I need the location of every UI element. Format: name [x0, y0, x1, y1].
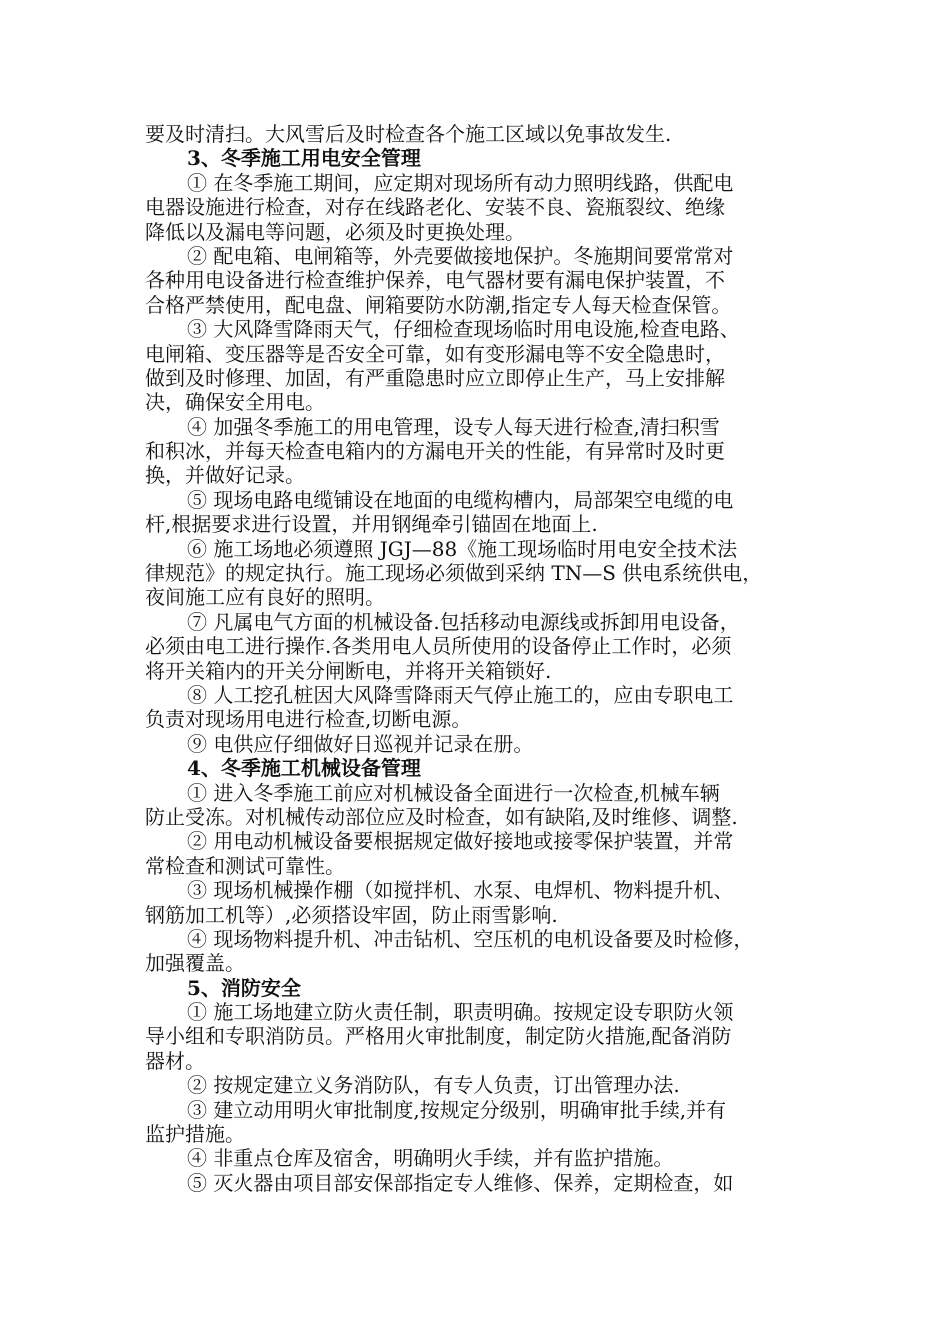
paragraph-line: 降低以及漏电等问题，必须及时更换处理。 — [145, 219, 525, 244]
paragraph-line: 律规范》的规定执行。施工现场必须做到采纳 TN—S 供电系统供电， — [145, 561, 763, 586]
paragraph-line: 钢筋加工机等）,必须搭设牢固，防止雨雪影响. — [145, 902, 558, 927]
paragraph-line: 各种用电设备进行检查维护保养，电气器材要有漏电保护装置，不 — [145, 268, 725, 293]
paragraph-line: 电器设施进行检查，对存在线路老化、安装不良、瓷瓶裂纹、绝缘 — [145, 195, 725, 220]
paragraph-line: ⑦ 凡属电气方面的机械设备.包括移动电源线或拆卸用电设备， — [187, 609, 740, 634]
paragraph-line: ⑤ 灭火器由项目部安保部指定专人维修、保养，定期检查，如 — [187, 1170, 734, 1195]
paragraph-line: 监护措施。 — [145, 1122, 245, 1147]
paragraph-line: 做到及时修理、加固，有严重隐患时应立即停止生产，马上安排解 — [145, 365, 725, 390]
paragraph-line: ① 在冬季施工期间，应定期对现场所有动力照明线路，供配电 — [187, 170, 734, 195]
paragraph-line: 合格严禁使用，配电盘、闸箱要防水防潮,指定专人每天检查保管。 — [145, 292, 732, 317]
paragraph-line: 夜间施工应有良好的照明。 — [145, 585, 385, 610]
section-heading: 4、冬季施工机械设备管理 — [187, 756, 421, 781]
paragraph-line: 换，并做好记录。 — [145, 463, 305, 488]
paragraph-line: 将开关箱内的开关分闸断电，并将开关箱锁好. — [145, 658, 552, 683]
paragraph-line: 器材。 — [145, 1048, 205, 1073]
paragraph-line: 和积冰，并每天检查电箱内的方漏电开关的性能，有异常时及时更 — [145, 439, 725, 464]
paragraph-line: 决，确保安全用电。 — [145, 390, 325, 415]
paragraph-line: ④ 加强冬季施工的用电管理，设专人每天进行检查,清扫积雪 — [187, 414, 720, 439]
paragraph-line: ⑥ 施工场地必须遵照 JGJ—88《施工现场临时用电安全技术法 — [187, 536, 738, 561]
paragraph-line: 要及时清扫。大风雪后及时检查各个施工区域以免事故发生. — [145, 122, 672, 146]
paragraph-line: ③ 大风降雪降雨天气，仔细检查现场临时用电设施,检查电路、 — [187, 317, 740, 342]
paragraph-line: 常检查和测试可靠性。 — [145, 853, 345, 878]
paragraph-line: ④ 现场物料提升机、冲击钻机、空压机的电机设备要及时检修， — [187, 926, 754, 951]
paragraph-line: 加强覆盖。 — [145, 951, 245, 976]
paragraph-line: ⑤ 现场电路电缆铺设在地面的电缆构槽内，局部架空电缆的电 — [187, 487, 734, 512]
paragraph-line: ⑧ 人工挖孔桩因大风降雪降雨天气停止施工的，应由专职电工 — [187, 682, 734, 707]
paragraph-line: 导小组和专职消防员。严格用火审批制度，制定防火措施,配备消防 — [145, 1024, 732, 1049]
document-body — [145, 122, 817, 1195]
paragraph-line: ② 用电动机械设备要根据规定做好接地或接零保护装置，并常 — [187, 829, 734, 854]
section-heading: 5、消防安全 — [187, 975, 301, 1000]
paragraph-line: ③ 建立动用明火审批制度,按规定分级别，明确审批手续,并有 — [187, 1097, 727, 1122]
paragraph-line: ① 施工场地建立防火责任制，职责明确。按规定设专职防火领 — [187, 1000, 734, 1025]
paragraph-line: ④ 非重点仓库及宿舍，明确明火手续，并有监护措施。 — [187, 1146, 674, 1171]
paragraph-line: ① 进入冬季施工前应对机械设备全面进行一次检查,机械车辆 — [187, 780, 720, 805]
paragraph-line: 电闸箱、变压器等是否安全可靠，如有变形漏电等不安全隐患时， — [145, 341, 725, 366]
paragraph-line: 必须由电工进行操作.各类用电人员所使用的设备停止工作时，必须 — [145, 634, 732, 659]
section-heading: 3、冬季施工用电安全管理 — [187, 146, 421, 171]
paragraph-line: 防止受冻。对机械传动部位应及时检查，如有缺陷,及时维修、调整. — [145, 804, 738, 829]
paragraph-line: ② 按规定建立义务消防队，有专人负责，订出管理办法. — [187, 1073, 680, 1098]
paragraph-line: 负责对现场用电进行检查,切断电源。 — [145, 707, 472, 732]
paragraph-line: ② 配电箱、电闸箱等，外壳要做接地保护。冬施期间要常常对 — [187, 243, 734, 268]
paragraph-line: ⑨ 电供应仔细做好日巡视并记录在册。 — [187, 731, 534, 756]
paragraph-line: ③ 现场机械操作棚（如搅拌机、水泵、电焊机、物料提升机、 — [187, 878, 734, 903]
paragraph-line: 杆,根据要求进行设置，并用钢绳牵引锚固在地面上. — [145, 512, 598, 537]
